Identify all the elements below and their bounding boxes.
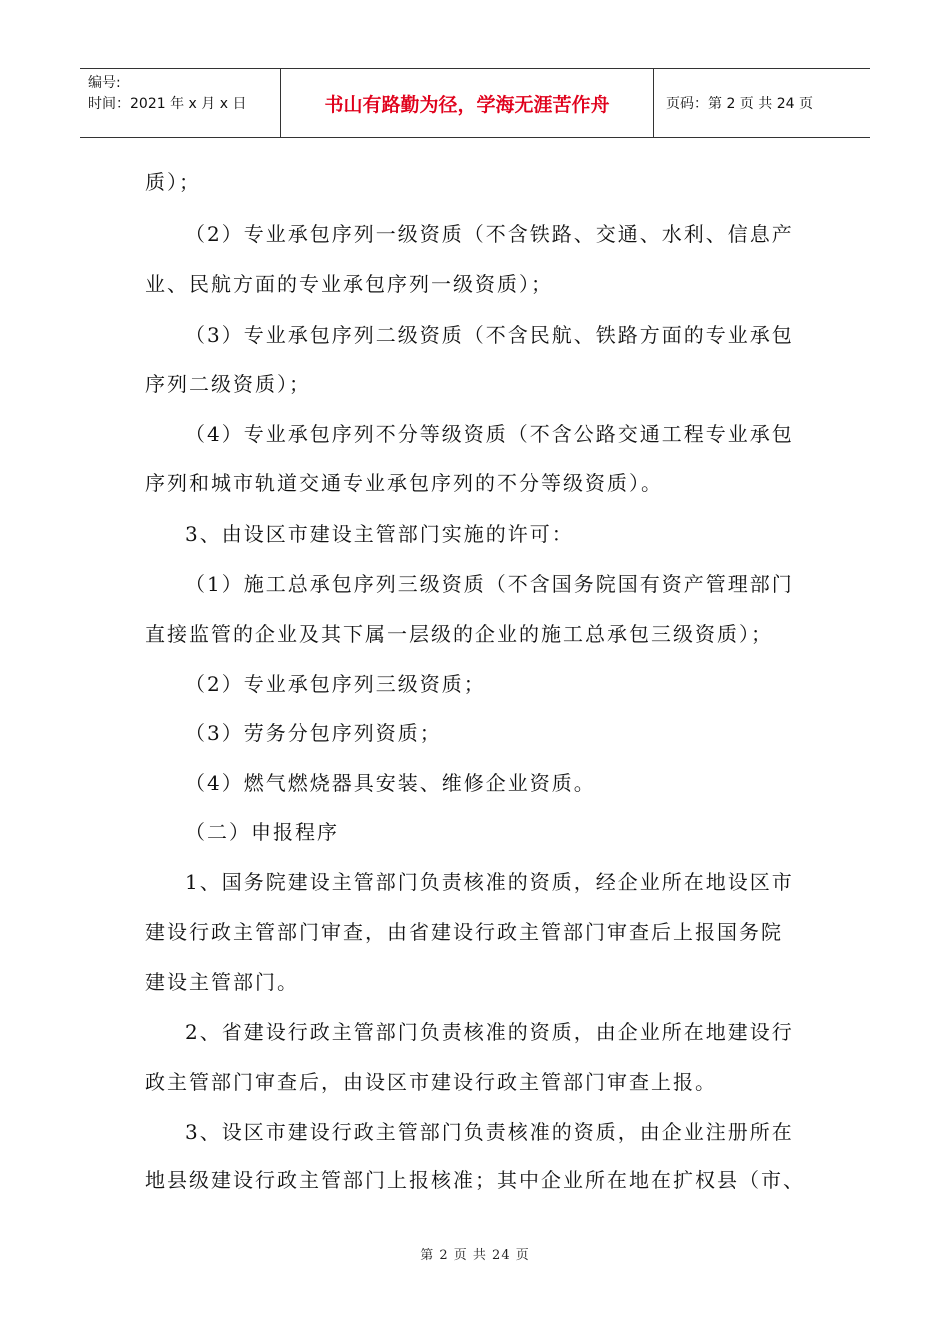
body-line: （2）专业承包序列三级资质； [185, 672, 486, 696]
doc-time-label: 时间：2021 年 x 月 x 日 [88, 96, 247, 112]
body-line: 3、由设区市建设主管部门实施的许可： [185, 522, 574, 546]
body-line: 序列二级资质）； [145, 372, 311, 396]
section-heading: （二）申报程序 [185, 820, 339, 844]
body-line: 1、国务院建设主管部门负责核准的资质，经企业所在地设区市 [185, 870, 794, 894]
body-line: （4）燃气燃烧器具安装、维修企业资质。 [185, 771, 596, 795]
body-line: 地县级建设行政主管部门上报核准；其中企业所在地在扩权县（市、 [145, 1168, 805, 1192]
body-line: 序列和城市轨道交通专业承包序列的不分等级资质）。 [145, 471, 663, 495]
body-line: 3、设区市建设行政主管部门负责核准的资质，由企业注册所在 [185, 1120, 794, 1144]
body-line: 政主管部门审查后，由设区市建设行政主管部门审查上报。 [145, 1070, 717, 1094]
body-line: （3）专业承包序列二级资质（不含民航、铁路方面的专业承包 [185, 323, 794, 347]
body-line: 2、省建设行政主管部门负责核准的资质，由企业所在地建设行 [185, 1020, 794, 1044]
header-meta [80, 69, 281, 137]
body-line: （4）专业承包序列不分等级资质（不含公路交通工程专业承包 [185, 422, 794, 446]
doc-number-label: 编号: [88, 75, 121, 91]
body-line: （1）施工总承包序列三级资质（不含国务院国有资产管理部门 [185, 572, 794, 596]
body-line: 直接监管的企业及其下属一层级的企业的施工总承包三级资质）； [145, 622, 773, 646]
header-motto: 书山有路勤为径，学海无涯苦作舟 [281, 69, 654, 137]
page-header [80, 68, 870, 138]
body-line: （3）劳务分包序列资质； [185, 721, 442, 745]
body-line: （2）专业承包序列一级资质（不含铁路、交通、水利、信息产 [185, 222, 794, 246]
page-footer: 第 2 页 共 24 页 [420, 1248, 530, 1263]
body-line: 建设主管部门。 [145, 970, 299, 994]
header-page-code: 页码：第 2 页 共 24 页 [666, 96, 813, 112]
body-line: 建设行政主管部门审查，由省建设行政主管部门审查后上报国务院 [145, 920, 783, 944]
body-line: 业、民航方面的专业承包序列一级资质）； [145, 272, 553, 296]
body-line: 质）； [145, 170, 201, 194]
